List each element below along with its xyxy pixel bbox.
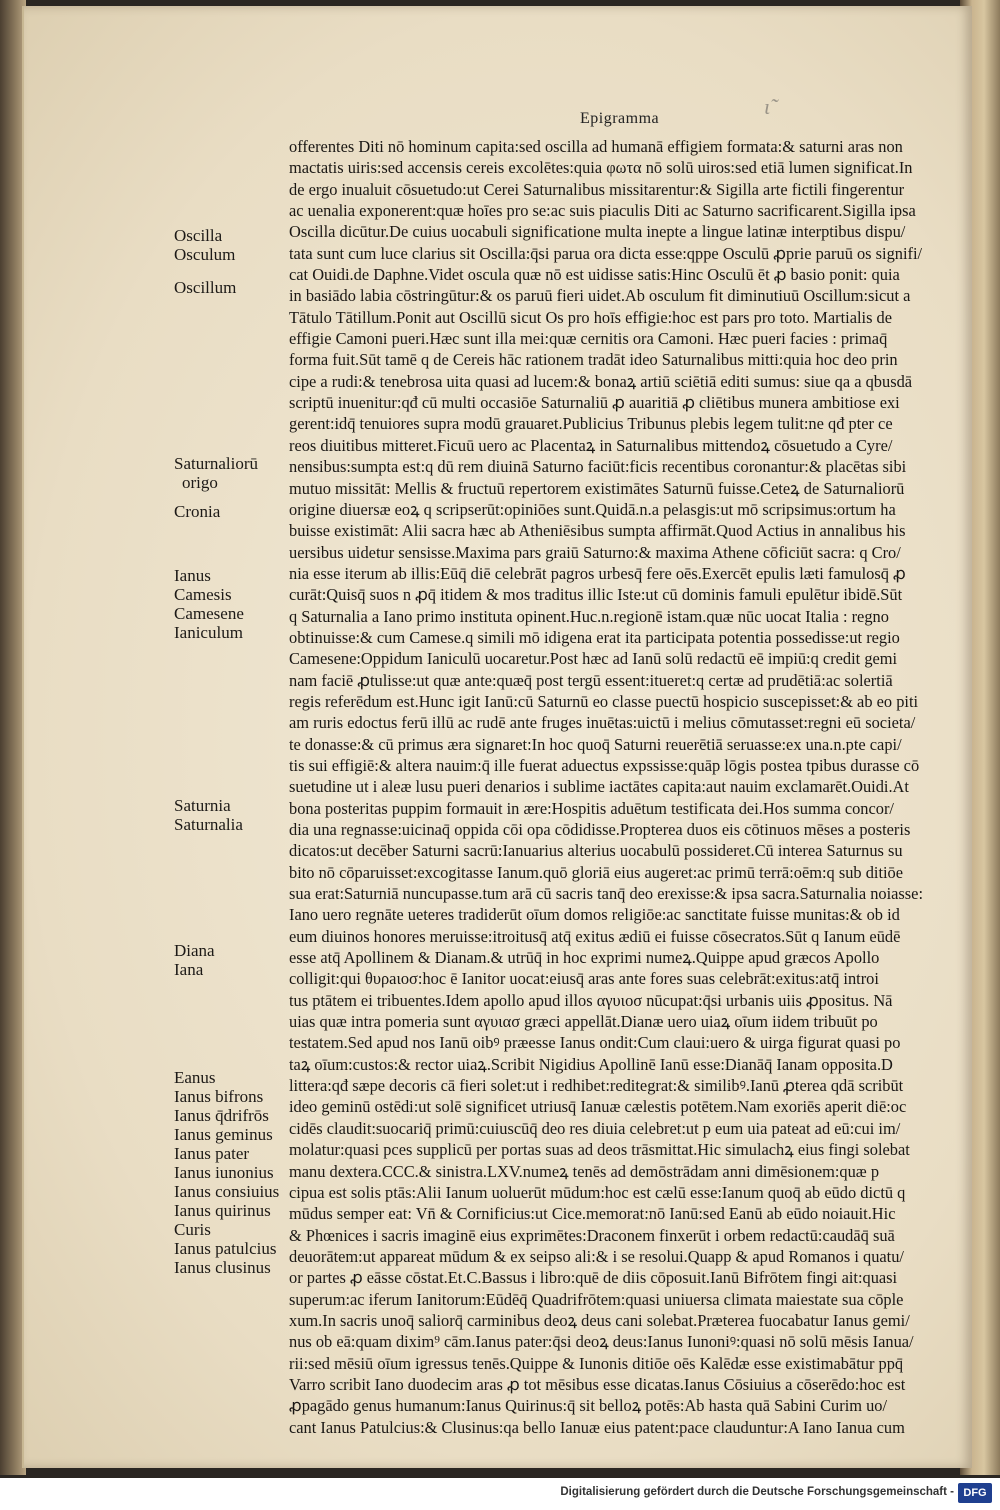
text-line: uias quæ intra pomeria sunt αγυιασ græci appellāt.Dianæ uero uiaꝝ oīum iidem tribuūt po	[289, 1012, 878, 1032]
text-line: cat Ouidi.de Daphne.Videt oscula quæ nō est uidisse satis:Hinc Osculū ēt ꝓ basio ponit: quia	[289, 265, 900, 285]
margin-note-line: Oscilla	[174, 226, 223, 245]
text-line: cipe a rudi:& tenebrosa uita quasi ad lucem:& bonaꝝ artiū sciētiā editi sumus: siue qa a qbusdā	[289, 371, 913, 391]
text-line: tis sui effigiē:& altera nauim:q̄ ille fuerat aduectus expssisse:quāp lōgis postea tpibus durasse cō	[289, 755, 920, 775]
pencil-mark: ɩ̃	[764, 94, 771, 119]
text-line: mutuo missitāt: Mellis & fructuū repertorem existimātes Saturnū fuisse.Ceteꝝ de Saturnaliorū	[289, 478, 905, 498]
text-line: forma fuit.Sūt tamē q de Cereis hāc rationem tradāt ideo Saturnalibus mitti:quia hoc deo prin	[289, 350, 898, 370]
text-line: bona posteritas puppim formauit in ære:Hospitis aduētum testificata dei.Hos summa concor/	[289, 798, 894, 818]
text-line: cipua est solis ptās:Alii Ianum uoluerūt mūdum:hoc est cælū esse:Ianum quoq̄ ab eūdo dictū q	[289, 1182, 906, 1202]
margin-note-line: Ianus bifrons	[174, 1087, 264, 1106]
text-line: testatem.Sed apud nos Ianū oibꝰ præesse Ianus ondit:Cum claui:uero & uirga figurat quasi po	[289, 1033, 901, 1053]
text-line: bito nō cōparuisset:excogitasse Ianum.quō gloriā eius augeret:ac primū terrā:oēm:q sub ditiōe	[289, 862, 904, 882]
margin-note-diana	[174, 941, 215, 979]
dfg-logo: DFG	[958, 1483, 992, 1503]
margin-note-ianus	[174, 566, 244, 642]
text-line: & Phœnices i sacris imaginē eius exprimētes:Draconem finxerūt i orbem redactū:caudāq̄ suā	[289, 1225, 895, 1245]
text-line: effigie Camoni pueri.Hæc sunt illa mei:quæ cernitis ora Camoni. Hæc pueri facies : primaq̄	[289, 329, 888, 349]
margin-note-saturnalia-origin	[174, 454, 258, 492]
text-line: nensibus:sumpta est:q dū rem diuinā Saturno faciūt:ficis recentibus coronantur:& placētas sibi	[289, 457, 907, 477]
margin-note-oscilla	[174, 226, 235, 264]
text-line: gerent:idq̄ tenuiores supra modū grauaret.Publicius Tribunus plebis legem tulit:ne qđ pter ce	[289, 414, 893, 434]
text-line: uersibus uidetur sensisse.Maxima pars graiū Saturno:& maxima Athene cōficiūt sacra: q Cro/	[289, 542, 901, 562]
main-text-block	[289, 136, 969, 1438]
margin-note-line: Oscillum	[174, 278, 237, 297]
text-line: de ergo inualuit cōsuetudo:ut Cerei Saturnalibus missitarentur:& Sigilla arte fictili fingerentur	[289, 179, 905, 199]
text-line: dia una regnasse:uicinaq̄ oppida cōi opa cōdidisse.Propterea duos eis cōtinuos mēses a posteris	[289, 820, 911, 839]
margin-note-saturnia	[174, 796, 243, 834]
text-line: mūdus semper eat: Vn̄ & Cornificius:ut Cice.memorat:nō Ianū:sed Eanū ab eūdo noiauit.Hic	[289, 1204, 896, 1224]
margin-note-line: Ianus q̄drifrōs	[174, 1106, 269, 1125]
text-line: obtinuisse:& cum Camese.q simili mō idigena erat ita participata potentia possedisse:ut regio	[289, 627, 900, 647]
text-line: rii:sed mēsiū oīum igressus tenēs.Quippe & Iunonis ditiōe oēs Kalēdæ esse existimabātur ppq̄	[289, 1353, 904, 1373]
text-line: molatur:quasi pces supplicū per portas suas ad deos trāsmittat.Hic simulachꝝ eius fingi solebat	[289, 1140, 910, 1160]
text-line: superum:ac iferum Ianitorum:Eūdēq̄ Quadrifrōtem:quasi uniuersa climata maiestate sua cōple	[289, 1289, 904, 1309]
text-line: colligit:qui θυρaιοσ:hoc ē Ianitor uocat:eiusq̄ aras ante fores suas celebrāt:exitus:atq̄ introi	[289, 969, 879, 989]
text-line: ac uenalia exponerent:quæ hoīes pro se:ac suis piaculis Diti ac Saturno sacrificarent.Sigilla ipsa	[289, 201, 916, 221]
margin-note-ianus-epithets	[174, 1068, 279, 1277]
text-line: cidēs claudit:suocariq̄ primū:cuiuscūq̄ deo res diuia celebret:ut p eum uia pateat ad eū:cui im/	[289, 1118, 901, 1138]
text-line: littera:qđ sæpe decoris cā fieri solet:ut i redhibet:reditegrat:& similibꝰ.Ianū ꝓterea qdā scribūt	[289, 1076, 904, 1096]
text-line: dicatos:ut decēber Saturni sacrū:Ianuarius alterius uocabulū possideret.Cū interea Saturnus su	[289, 841, 903, 861]
text-line: suetudine ut i aleæ lusu pueri denarios i sublime iactātes capita:aut nauim exclamarēt.Ouidi.At	[289, 777, 909, 797]
text-line: q Saturnalia a Iano primo instituta opinent.Huc.n.regionē istam.quæ nūc uocat Italia : regno	[289, 606, 889, 626]
margin-note-line: Iana	[174, 960, 204, 979]
book-page	[22, 6, 972, 1468]
margin-note-line: Cronia	[174, 502, 221, 521]
text-line: manu dextera.CCC.& sinistra.LXV.numeꝝ tenēs ad demōstrādam anni dimēsionem:quæ p	[289, 1161, 880, 1181]
text-line: eum diuinos honores meruisse:itroitusq̄ atq̄ exitus ædiū ei fuisse cōsecratos.Sūt q Ianum eūdē	[289, 926, 901, 946]
text-line: or partes ꝓ eāsse cōstat.Et.C.Bassus i libro:quē de diis cōposuit.Ianū Bifrōtem fingi ait:quasi	[289, 1268, 898, 1288]
text-line: nam faciē ꝓtulisse:ut quæ ante:quæq̄ post tergū essent:itueret:q certæ ad prudētiā:ac solertiā	[289, 670, 893, 690]
text-line: te donasse:& cū primus æra signaret:In hoc quoq̄ Saturni reuerētiā seruasse:ex una.n.pte capi/	[289, 734, 902, 754]
margin-note-line: Saturnalia	[174, 815, 243, 834]
text-line: buisse existimāt: Alii sacra hæc ab Atheniēsibus sumpta affirmāt.Quod Actius in annalibus his	[289, 521, 906, 541]
text-line: tata sunt cum luce clarius sit Oscilla:q̄si parua ora dicta esse:qppe Osculū ꝓprie paruū os signifi/	[289, 243, 923, 263]
margin-note-line: Osculum	[174, 245, 236, 264]
text-line: scriptū inuenitur:qđ cū multi occasiōe Saturnaliū ꝓ auaritiā ꝓ cliētibus munera ambitiose exi	[289, 393, 900, 413]
text-line: ꝓpagādo genus humanum:Ianus Quirinus:q̄ sit belloꝝ potēs:Ab hasta quā Sabini Curim uo/	[289, 1396, 888, 1416]
text-line: curāt:Quisq̄ suos n ꝓq̄ itidem & mos traditus illic Iste:ut cū dominis famuli epulētur ibidē.Sūt	[289, 585, 903, 605]
text-line: Tātulo Tātillum.Ponit aut Oscillū sicut Os pro hoīs effigie:hoc est pars pro toto. Martialis de	[289, 307, 893, 327]
text-line: in basiādo labia cōstringūtur:& os paruū fieri uidet.Ab osculum fit diminutiuū Oscillum:sicut a	[289, 286, 911, 306]
funding-notice: Digitalisierung gefördert durch die Deutsche Forschungsgemeinschaft -	[560, 1486, 954, 1498]
text-line: xum.In sacris unoq̄ saliorq̄ carminibus deoꝝ deus cani solebat.Præterea fuocabatur Ianus gemi/	[289, 1310, 910, 1330]
text-line: taꝝ oīum:custos:& rector uiaꝝ.Scribit Nigidius Apollinē Ianū esse:Dianāq̄ Ianam opposita.D	[289, 1054, 893, 1074]
footer-bar	[0, 1478, 1000, 1510]
text-line: Camesene:Oppidum Ianiculū uocaretur.Post hæc ad Ianū solū redactū eē impiū:q credit gemi	[289, 649, 898, 669]
margin-note-line: Ianus patulcius	[174, 1239, 277, 1258]
margin-note-line: Curis	[174, 1220, 211, 1239]
text-line: sua erat:Saturniā nuncupasse.tum arā cū sacris tanq̄ deo erexisse:& ipsa sacra.Saturnalia noiasse:	[289, 884, 924, 904]
margin-note-line: Ianus clusinus	[174, 1258, 271, 1277]
margin-note-line: Ianus consiuius	[174, 1182, 280, 1201]
text-line: ideo geminū ostēdi:ut solē significet utriusq̄ Ianuæ cælestis potētem.Nam exoriēs aperit diē:oc	[289, 1097, 907, 1117]
text-line: Varro scribit Iano duodecim aras ꝓ tot mēsibus esse dicatas.Ianus Cōsiuius a cōserēdo:hoc est	[289, 1374, 906, 1394]
margin-note-line: Saturnaliorū	[174, 454, 259, 473]
margin-note-line: Diana	[174, 941, 215, 960]
margin-note-line: Ianus quirinus	[174, 1201, 271, 1220]
text-line: offerentes Diti nō hominum capita:sed oscilla ad humanā effigiem formata:& saturni aras non	[289, 137, 903, 156]
text-line: deuorātem:ut appareat mūdum & ex seipso ali:& i se resolui.Quapp & apud Romanos i quatu/	[289, 1246, 904, 1266]
margin-note-line: origo	[182, 473, 218, 492]
page-header: Epigramma	[580, 110, 660, 127]
margin-note-oscillum	[174, 278, 236, 297]
margin-note-line: Saturnia	[174, 796, 231, 815]
text-line: nus ob eā:quam dixim⁹ cām.Ianus pater:q̄si deoꝝ deus:Ianus Iunoniꝰ:quasi nō solū mēsis Ianua/	[289, 1332, 914, 1352]
text-line: mactatis uiris:sed accensis cereis excolētes:quia φωτα nō solū uiros:sed etiā lumen significat.In	[289, 158, 913, 178]
margin-note-cronia	[174, 502, 220, 521]
text-line: cant Ianus Patulcius:& Clusinus:qa bello Ianuæ eius patent:pace clauduntur:A Iano Ianua cum	[289, 1417, 905, 1437]
margin-note-line: Ianiculum	[174, 623, 243, 642]
text-line: regis referēdum est.Hunc igit Ianū:cū Saturnū eo classe puectū hospicio suscepisset:& ab eo piti	[289, 691, 919, 711]
margin-note-line: Ianus iunonius	[174, 1163, 274, 1182]
text-line: origine diuersæ eoꝝ q scripserūt:opiniōes sunt.Quidā.n.a pelasgis:ut mō scripsimus:ortum ha	[289, 499, 896, 519]
text-line: am ruris edoctus ferū illū ac rudē ante fruges inuētas:uictū i melius cōmutasset:regni eū societa/	[289, 713, 916, 733]
margin-note-line: Camesis	[174, 585, 232, 604]
margin-note-line: Ianus	[174, 566, 211, 585]
text-line: reos diuitibus mitteret.Ficuū uero ac Placentaꝝ in Saturnalibus mittendoꝝ cōsuetudo a Cyre/	[289, 435, 893, 455]
margin-note-line: Camesene	[174, 604, 244, 623]
margin-note-line: Ianus geminus	[174, 1125, 273, 1144]
text-line: Iano uero regnāte ueteres tradiderūt oīum domos religiōe:ac sanctitate fuisse munitas:& ob id	[289, 905, 900, 925]
margin-note-line: Eanus	[174, 1068, 216, 1087]
text-line: Oscilla dicūtur.De cuius uocabuli significatione multa inepte a lingue latinæ interptibus dispu/	[289, 222, 906, 242]
margin-note-line: Ianus pater	[174, 1144, 250, 1163]
text-line: tus ptātem ei tribuentes.Idem apollo apud illos αγυιοσ nūcupat:q̄si urbanis uiis ꝓpositus. Nā	[289, 990, 893, 1010]
text-line: esse atq̄ Apollinem & Dianam.& utrūq̄ in hoc exprimi numeꝝ.Quippe apud græcos Apollo	[289, 948, 880, 968]
text-line: nia esse iterum ab illis:Eūq̄ diē celebrāt pagros urbesq̄ fere oēs.Exercēt epulis læti famulosq̄ ꝓ	[289, 563, 906, 583]
